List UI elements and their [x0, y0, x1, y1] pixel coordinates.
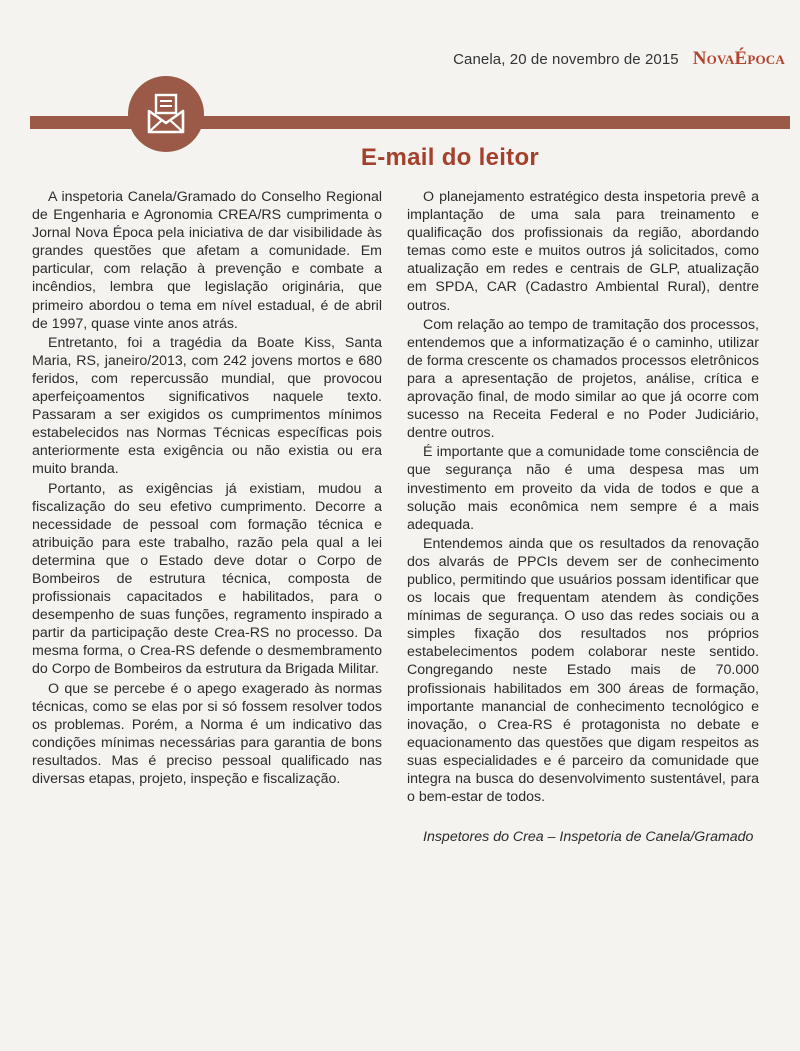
article-paragraph: Entendemos ainda que os resultados da renovação dos alvarás de PPCIs devem ser de conhecimento publico, permitindo que usuários possam identificar que os locais que frequentam atendem às condições mínimas de segurança. O uso das redes sociais ou a simples fixação dos resultados nos próprios estabelecimentos podem colaborar neste sentido. Congregando neste Estado mais de 70.000 profissionais habilitados em 300 áreas de formação, importante manancial de conhecimento tecnológico e inovação, o Crea-RS é protagonista no debate e equacionamento das questões que digam respeitos as suas especialidades e é parceiro da comunidade que integra na busca do desenvolvimento sustentável, para o bem-estar de todos. — [407, 535, 759, 806]
article-paragraph: É importante que a comunidade tome consciência de que segurança não é uma despesa mas um investimento em proveito da vida de todos e que a solução mais econômica nem sempre é a mais adequada. — [407, 444, 759, 533]
article-column-left — [32, 188, 382, 788]
page-header — [335, 44, 785, 74]
article-paragraph: Entretanto, foi a tragédia da Boate Kiss, Santa Maria, RS, janeiro/2013, com 242 jovens mortos e 680 feridos, com repercussão mundial, que provocou aperfeiçoamentos significativos naquele texto. Passaram a ser exigidos os cumprimentos mínimos estabelecidos nas Normas Técnicas específicas pois anteriormente esta exigência ou não existia ou era muito branda. — [32, 334, 382, 478]
article-signature: Inspetores do Crea – Inspetoria de Canela/Gramado — [423, 829, 754, 846]
article-paragraph: Com relação ao tempo de tramitação dos processos, entendemos que a informatização é o caminho, utilizar de forma crescente os chamados processos eletrônicos para a apresentação de projetos, análise, crítica e aprovação final, de modo similar ao que já ocorre com sucesso na Receita Federal e no Poder Judiciário, dentre outros. — [407, 316, 759, 442]
article-paragraph: O planejamento estratégico desta inspetoria prevê a implantação de uma sala para treinamento e qualificação dos profissionais da região, abordando temas como este e muitos outros já solicitados, como atualização em redes e centrais de GLP, atualização em SPDA, CAR (Cadastro Ambiental Rural), dentre outros. — [407, 189, 759, 314]
dateline: Canela, 20 de novembro de 2015 — [453, 50, 679, 68]
article-paragraph: O que se percebe é o apego exagerado às normas técnicas, como se elas por si só fossem resolver todos os problemas. Porém, a Norma é um indicativo das condições mínimas necessárias para garantia de bons resultados. Mas é preciso pessoal qualificado nas diversas etapas, projeto, inspeção e fiscalização. — [32, 680, 382, 787]
section-title: E-mail do leitor — [360, 144, 540, 171]
article-paragraph: Portanto, as exigências já existiam, mudou a fiscalização do seu efetivo cumprimento. Decorre a necessidade de pessoal com formação técnica e atribuição para este trabalho, razão pela qual a lei determina que o Estado deve dotar o Corpo de Bombeiros de estrutura técnica, composta de profissionais capacitados e habilitados, para o desempenho de suas funções, regramento inspirado a partir da participação deste Crea-RS no processo. Da mesma forma, o Crea-RS defende o desmembramento do Corpo de Bombeiros da estrutura da Brigada Militar. — [32, 480, 382, 678]
section-badge — [128, 76, 204, 152]
article-column-right — [407, 188, 759, 846]
envelope-icon — [143, 91, 189, 137]
article-paragraph: A inspetoria Canela/Gramado do Conselho Regional de Engenharia e Agronomia CREA/RS cumprimenta o Jornal Nova Época pela iniciativa de dar visibilidade às grandes questões que afetam a comunidade. Em particular, com relação à prevenção e combate a incêndios, lembra que legislação originária, que primeiro abordou o tema em nível estadual, é de abril de 1997, quase vinte anos atrás. — [32, 189, 382, 332]
newspaper-logo: NovaÉpoca — [692, 48, 785, 69]
